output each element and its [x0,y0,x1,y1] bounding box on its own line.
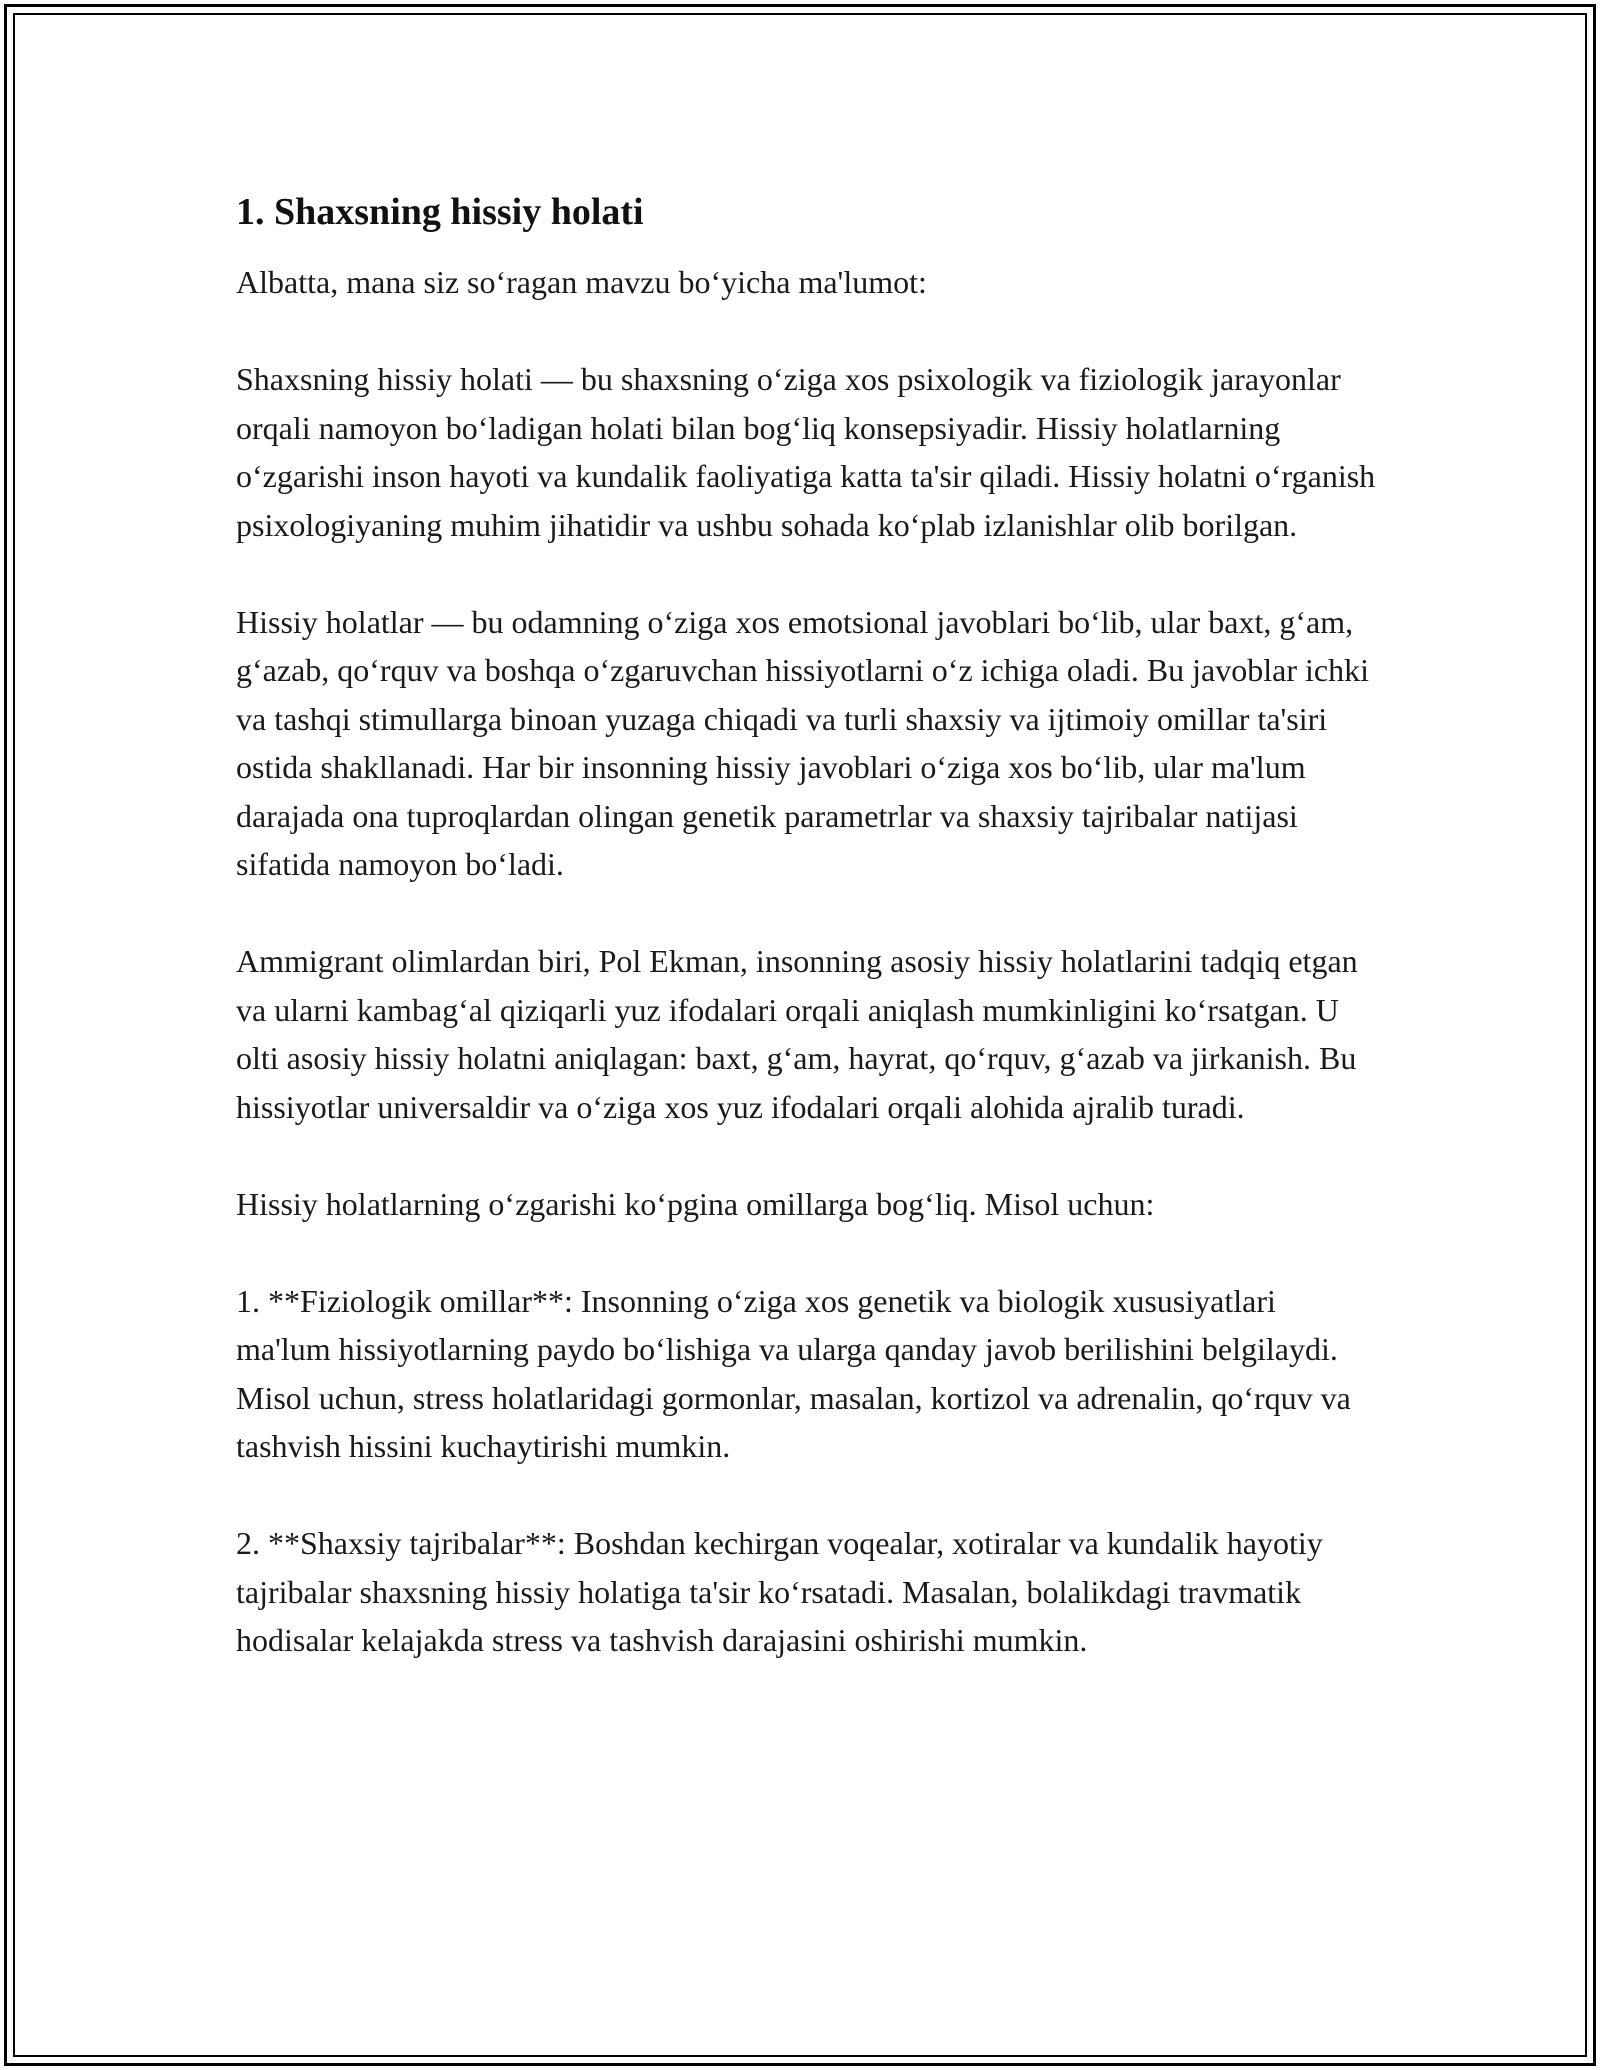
paragraph-factors-intro: Hissiy holatlarning o‘zgarishi ko‘pgina omillarga bog‘liq. Misol uchun: [236,1185,1155,1222]
document-body [236,186,1376,1713]
paragraph-intro: Albatta, mana siz so‘ragan mavzu bo‘yicha ma'lumot: [236,264,927,300]
paragraph-physiological-factors: 1. **Fiziologik omillar**: Insonning o‘ziga xos genetik va biologik xususiyatlari ma'lum hissiyotlarning paydo bo‘lishiga va ularga qanday javob berilishini belgilaydi. Misol uchun, stress holatlaridagi gormonlar, masalan, kortizol va adrenalin, qo‘rquv va tashvish hissini kuchaytirishi mumkin. [236,1282,1351,1464]
paragraph-ekman: Ammigrant olimlardan biri, Pol Ekman, insonning asosiy hissiy holatlarini tadqiq etgan va ularni kambag‘al qiziqarli yuz ifodalari orqali aniqlash mumkinligini ko‘rsatgan. U olti asosiy hissiy holatni aniqlagan: baxt, g‘am, hayrat, qo‘rquv, g‘azab va jirkanish. Bu hissiyotlar universaldir va o‘ziga xos yuz ifodalari orqali alohida ajralib turadi. [236,943,1358,1125]
paragraph-emotional-responses: Hissiy holatlar — bu odamning o‘ziga xos emotsional javoblari bo‘lib, ular baxt, g‘am, g‘azab, qo‘rquv va boshqa o‘zgaruvchan hissiyotlarni o‘z ichiga oladi. Bu javoblar ichki va tashqi stimullarga binoan yuzaga chiqadi va turli shaxsiy va ijtimoiy omillar ta'siri ostida shakllanadi. Har bir insonning hissiy javoblari o‘ziga xos bo‘lib, ular ma'lum darajada ona tuproqlardan olingan genetik parametrlar va shaxsiy tajribalar natijasi sifatida namoyon bo‘ladi. [236,603,1369,882]
document-title: 1. Shaxsning hissiy holati [236,191,644,233]
paragraph-definition: Shaxsning hissiy holati — bu shaxsning o‘ziga xos psixologik va fiziologik jarayonlar orqali namoyon bo‘ladigan holati bilan bog‘liq konsepsiyadir. Hissiy holatlarning o‘zgarishi inson hayoti va kundalik faoliyatiga katta ta'sir qiladi. Hissiy holatni o‘rganish psixologiyaning muhim jihatidir va ushbu sohada ko‘plab izlanishlar olib borilgan. [236,361,1376,543]
paragraph-personal-experiences: 2. **Shaxsiy tajribalar**: Boshdan kechirgan voqealar, xotiralar va kundalik hayotiy tajribalar shaxsning hissiy holatiga ta'sir ko‘rsatadi. Masalan, bolalikdagi travmatik hodisalar kelajakda stress va tashvish darajasini oshirishi mumkin. [236,1525,1323,1658]
